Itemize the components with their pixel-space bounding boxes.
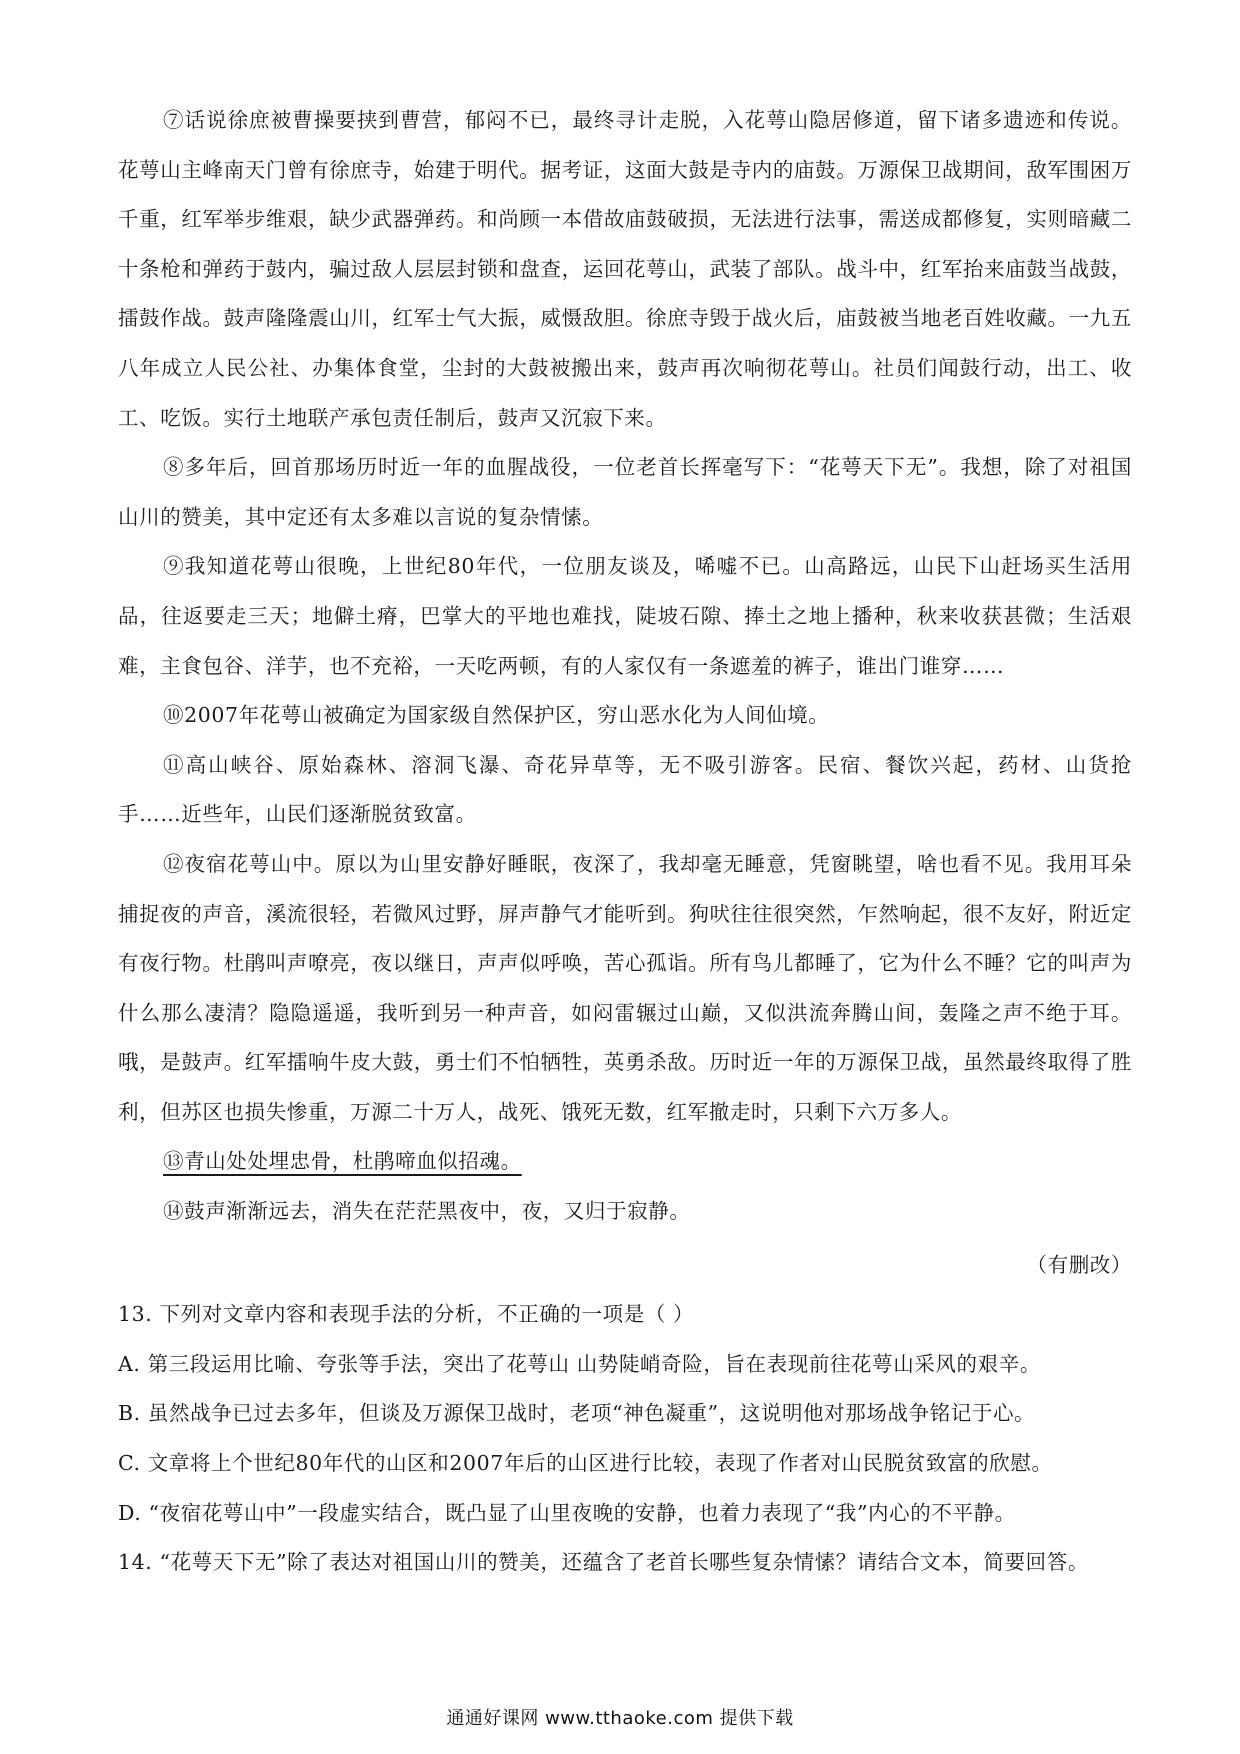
paragraph-14: ⑭鼓声渐渐远去，消失在茫茫黑夜中，夜，又归于寂静。 xyxy=(163,1199,691,1224)
paragraph-9: ⑨我知道花萼山很晚，上世纪80年代，一位朋友谈及，唏嘘不已。山高路远，山民下山赶场买生活用品，往返要走三天；地僻土瘠，巴掌大的平地也难找，陡坡石隙、捧土之地上播种，秋来收获甚微；生活艰难，主食包谷、洋芋，也不充裕，一天吃两顿，有的人家仅有一条遮羞的裤子，谁出门谁穿…… xyxy=(118,554,1132,678)
underlined-sentence: ⑬青山处处埋忠骨，杜鹃啼血似招魂。 xyxy=(163,1149,522,1174)
paragraph-8: ⑧多年后，回首那场历时近一年的血腥战役，一位老首长挥毫写下：“花萼天下无”。我想，除了对祖国山川的赞美，其中定还有太多难以言说的复杂情愫。 xyxy=(118,455,1132,529)
paragraph-7: ⑦话说徐庶被曹操要挟到曹营，郁闷不已，最终寻计走脱，入花萼山隐居修道，留下诸多遗迹和传说。花萼山主峰南天门曾有徐庶寺，始建于明代。据考证，这面大鼓是寺内的庙鼓。万源保卫战期间，敌军围困万千重，红军举步维艰，缺少武器弹药。和尚顾一本借故庙鼓破损，无法进行法事，需送成都修复，实则暗藏二十条枪和弹药于鼓内，骗过敌人层层封锁和盘查，运回花萼山，武装了部队。战斗中，红军抬来庙鼓当战鼓，擂鼓作战。鼓声隆隆震山川，红军士气大振，威慑敌胆。徐庶寺毁于战火后，庙鼓被当地老百姓收藏。一九五八年成立人民公社、办集体食堂，尘封的大鼓被搬出来，鼓声再次响彻花萼山。社员们闻鼓行动，出工、收工、吃饭。实行土地联产承包责任制后，鼓声又沉寂下来。 xyxy=(118,108,1132,430)
paragraph-13 xyxy=(118,1137,1132,1187)
option-a: A. 第三段运用比喻、夸张等手法，突出了花萼山 山势陡峭奇险，旨在表现前往花萼山采风的艰辛。 xyxy=(118,1351,1041,1376)
footer-watermark: 通通好课网 www.tthaoke.com 提供下载 xyxy=(446,1708,794,1729)
option-d: D. “夜宿花萼山中”一段虚实结合，既凸显了山里夜晚的安静，也着力表现了“我”内心的不平静。 xyxy=(118,1500,1016,1525)
paragraph-11: ⑪高山峡谷、原始森林、溶洞飞瀑、奇花异草等，无不吸引游客。民宿、餐饮兴起，药材、山货抢手……近些年，山民们逐渐脱贫致富。 xyxy=(118,752,1132,827)
article-body xyxy=(118,96,1132,1588)
paragraph-10: ⑩2007年花萼山被确定为国家级自然保护区，穷山恶水化为人间仙境。 xyxy=(163,703,830,728)
option-c: C. 文章将上个世纪80年代的山区和2007年后的山区进行比较，表现了作者对山民脱贫致富的欣慰。 xyxy=(118,1451,1053,1476)
question-13-stem: 13. 下列对文章内容和表现手法的分析，不正确的一项是（ ） xyxy=(118,1302,695,1327)
source-note: （有删改） xyxy=(1026,1252,1132,1277)
option-b: B. 虽然战争已过去多年，但谈及万源保卫战时，老项“神色凝重”，这说明他对那场战争铭记于心。 xyxy=(118,1401,1036,1426)
question-14: 14. “花萼天下无”除了表达对祖国山川的赞美，还蕴含了老首长哪些复杂情愫？请结合文本，简要回答。 xyxy=(118,1550,1089,1575)
paragraph-12: ⑫夜宿花萼山中。原以为山里安静好睡眠，夜深了，我却毫无睡意，凭窗眺望，啥也看不见。我用耳朵捕捉夜的声音，溪流很轻，若微风过野，屏声静气才能听到。狗吠往往很突然，乍然响起，很不友好，附近定有夜行物。杜鹃叫声嘹亮，夜以继日，声声似呼唤，苦心孤诣。所有鸟儿都睡了，它为什么不睡？它的叫声为什么那么凄清？隐隐遥遥，我听到另一种声音，如闷雷辗过山巅，又似洪流奔腾山间，轰隆之声不绝于耳。哦，是鼓声。红军擂响牛皮大鼓，勇士们不怕牺牲，英勇杀敌。历时近一年的万源保卫战，虽然最终取得了胜利，但苏区也损失惨重，万源二十万人，战死、饿死无数，红军撤走时，只剩下六万多人。 xyxy=(118,851,1132,1124)
